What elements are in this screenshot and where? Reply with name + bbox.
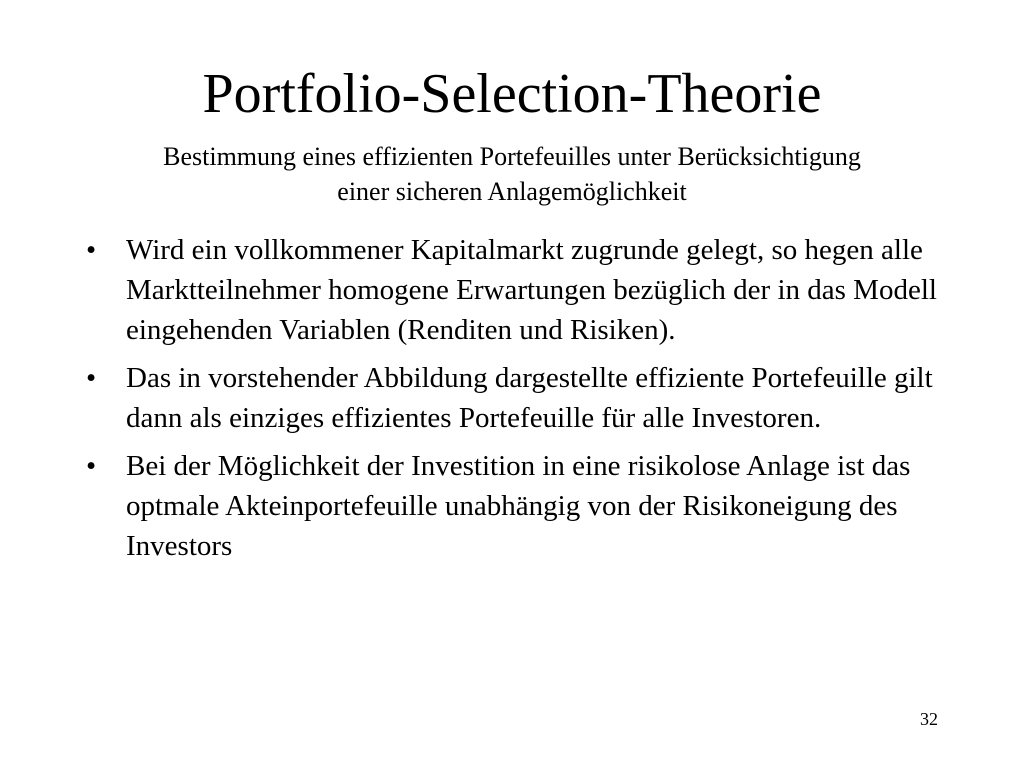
bullet-list <box>86 230 946 574</box>
page-number: 32 <box>920 709 938 729</box>
bullet-text-1: Wird ein vollkommener Kapitalmarkt zugrunde gelegt, so hegen alle Marktteilnehmer homogene Erwartungen bezüglich der in das Modell eingehenden Variablen (Renditen und Risiken). <box>126 234 937 346</box>
slide-title: Portfolio-Selection-Theorie <box>202 63 822 125</box>
bullet-dot-icon: • <box>86 450 97 482</box>
bullet-item-2 <box>86 358 946 438</box>
slide-subtitle <box>60 139 964 209</box>
bullet-text-3: Bei der Möglichkeit der Investition in eine risikolose Anlage ist das optmale Akteinportefeuille unabhängig von der Risikoneigung des Investors <box>126 450 911 562</box>
subtitle-line-2: einer sicheren Anlagemöglichkeit <box>337 177 687 206</box>
bullet-dot-icon: • <box>86 362 97 394</box>
bullet-text-2: Das in vorstehender Abbildung dargestellte effiziente Portefeuille gilt dann als einziges effizientes Portefeuille für alle Investoren. <box>126 362 933 434</box>
subtitle-line-1: Bestimmung eines effizienten Portefeuilles unter Berücksichtigung <box>163 142 861 171</box>
bullet-item-3 <box>86 446 946 566</box>
bullet-item-1 <box>86 230 946 350</box>
bullet-dot-icon: • <box>86 234 97 266</box>
